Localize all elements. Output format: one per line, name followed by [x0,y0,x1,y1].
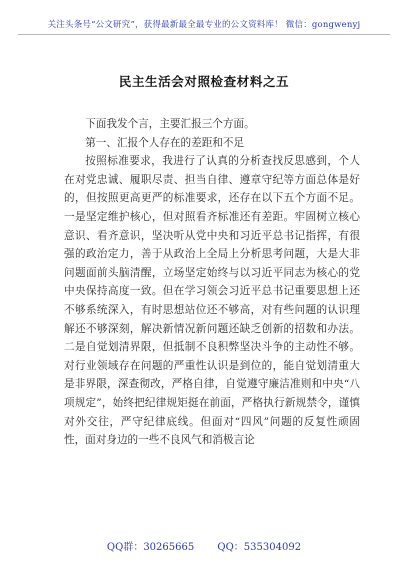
section-heading: 第一、汇报个人存在的差距和不足 [85,136,245,149]
qq-text: QQ：535304092 [217,542,302,553]
document-title: 民主生活会对照检查材料之五 [118,74,290,89]
document-body [64,115,360,450]
header-banner: 关注头条号“公文研究”，获得最新最全最专业的公文资料库！ 微信：gongwenyj [47,20,361,30]
header-divider [18,34,390,35]
qq-group-text: QQ群：30265665 [106,542,195,553]
intro-paragraph: 下面我发个言，主要汇报三个方面。 [85,118,255,130]
footer-contact [0,538,408,553]
body-paragraph: 按照标准要求，我进行了认真的分析查找反思感到，个人在对党忠诚、履职尽责、担当自律、遵章守纪等方面总体是好的，但按照更高更严的标准要求，还存在以下五个方面不足。一是坚定维护核心，但对照看齐标准还有差距。牢固树立核心意识、看齐意识，坚决听从党中央和习近平总书记指挥，有很强的政治定力，善于从政治上全局上分析思考问题，大是大非问题面前头脑清醒，立场坚定始终与以习近平同志为核心的党中央保持高度一致。但在学习领会习近平总书记重要思想上还不够系统深入，有时思想站位还不够高，对有些问题的认识理解还不够深刻，解决新情况新问题还缺乏创新的招数和办法。二是自觉划清界限，但抵制不良积弊坚决斗争的主动性不够。对行业领域存在问题的严重性认识是到位的，能自觉划清重大是非界限，深查彻改，严格自律，自觉遵守廉洁准则和中央“八项规定”，始终把纪律规矩挺在前面，严格执行新规禁令，谨慎对外交往，严守纪律底线。但面对“四风”问题的反复性顽固性，面对身边的一些不良风气和消极言论 [64,155,360,447]
